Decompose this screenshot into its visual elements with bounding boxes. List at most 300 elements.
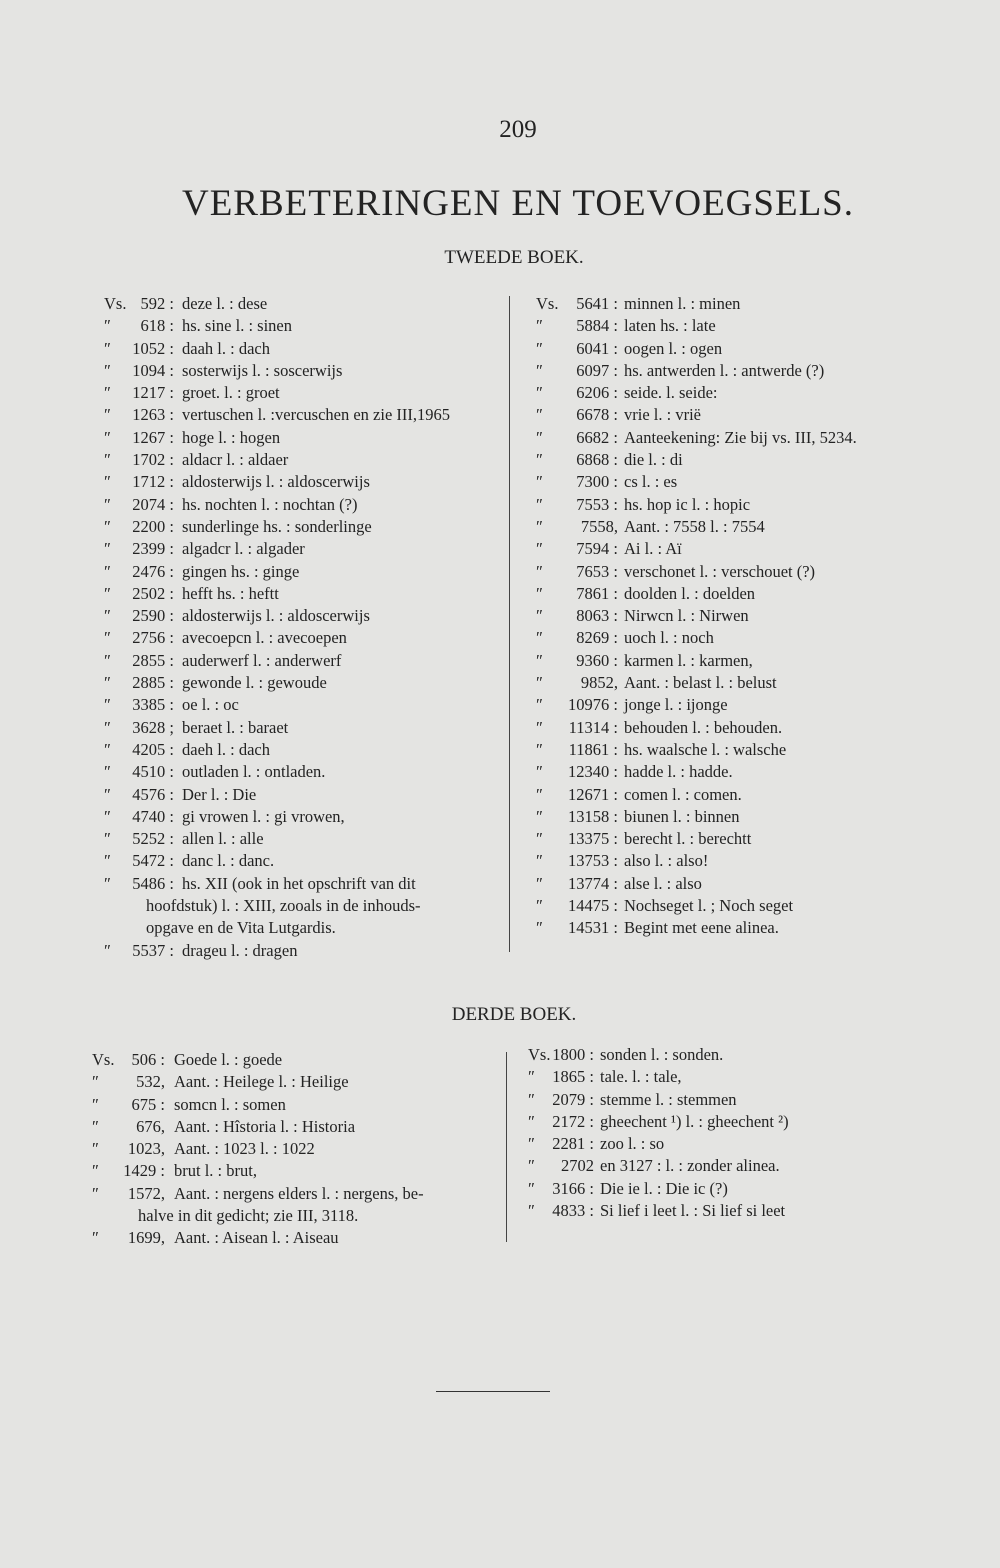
correction-entry	[104, 605, 524, 627]
verse-marker: ″	[536, 583, 543, 603]
verse-number: 2281 :	[552, 1134, 594, 1154]
verse-number: 13158 :	[568, 806, 618, 826]
verse-number: 6682 :	[576, 427, 618, 447]
correction-entry	[536, 538, 976, 560]
verse-number: 7558,	[580, 516, 618, 536]
correction-text: aldosterwijs l. : aldoscerwijs	[182, 606, 370, 626]
verse-number: 1800 :	[552, 1045, 594, 1064]
verse-marker: ″	[536, 829, 543, 849]
verse-number: 5486 :	[132, 873, 174, 893]
verse-number: 11314 :	[568, 717, 618, 737]
verse-marker: ″	[104, 673, 111, 693]
verse-marker: Vs.	[104, 294, 127, 313]
verse-number: 592 :	[140, 294, 174, 313]
correction-text: gheechent ¹) l. : gheechent ²)	[600, 1111, 789, 1131]
verse-number: 2502 :	[132, 583, 174, 603]
correction-entry	[104, 895, 524, 917]
correction-text: Begint met eene alinea.	[624, 918, 779, 938]
correction-entry	[104, 828, 524, 850]
correction-text: seide. l. seide:	[624, 383, 718, 403]
correction-text: vertuschen l. :vercuschen en zie III,1965	[182, 405, 451, 425]
verse-number: 5641 :	[576, 294, 618, 313]
correction-entry	[528, 1089, 968, 1111]
verse-number: 11861 :	[568, 739, 618, 759]
verse-marker: ″	[92, 1161, 99, 1181]
correction-entry	[104, 293, 524, 315]
verse-number: 1217 :	[132, 383, 174, 403]
correction-entry	[528, 1155, 968, 1177]
verse-marker: ″	[536, 472, 543, 492]
correction-entry	[536, 784, 976, 806]
verse-marker: ″	[92, 1139, 99, 1159]
verse-number: 12671 :	[568, 784, 618, 804]
correction-entry	[104, 739, 524, 761]
correction-entry	[104, 315, 524, 337]
verse-marker: ″	[104, 806, 111, 826]
correction-entry	[92, 1049, 512, 1071]
verse-marker: ″	[528, 1201, 535, 1221]
verse-marker: ″	[536, 494, 543, 514]
correction-text: gingen hs. : ginge	[182, 561, 300, 581]
verse-number: 6041 :	[576, 338, 618, 358]
verse-marker: ″	[528, 1111, 535, 1131]
correction-entry	[536, 605, 976, 627]
verse-number: 10976 :	[568, 695, 618, 715]
correction-entry	[536, 739, 976, 761]
correction-text: sosterwijs l. : soscerwijs	[182, 360, 343, 380]
correction-text: uoch l. : noch	[624, 628, 714, 648]
verse-number: 7653 :	[576, 561, 618, 581]
verse-marker: ″	[104, 338, 111, 358]
correction-entry	[536, 694, 976, 716]
correction-entry	[536, 404, 976, 426]
verse-number: 8063 :	[576, 606, 618, 626]
correction-text: drageu l. : dragen	[182, 940, 298, 960]
correction-text: allen l. : alle	[182, 829, 264, 849]
verse-number: 14531 :	[568, 918, 618, 938]
correction-entry	[536, 917, 976, 939]
correction-entry	[536, 806, 976, 828]
verse-marker: ″	[536, 873, 543, 893]
correction-entry	[528, 1178, 968, 1200]
correction-entry	[104, 761, 524, 783]
correction-text: sunderlinge hs. : sonderlinge	[182, 516, 372, 536]
verse-marker: ″	[536, 360, 543, 380]
verse-marker: ″	[528, 1067, 535, 1087]
correction-entry	[536, 717, 976, 739]
verse-marker: Vs.	[528, 1045, 551, 1064]
closing-rule	[436, 1391, 550, 1392]
verse-marker: ″	[104, 494, 111, 514]
verse-number: 3628 ;	[132, 717, 174, 737]
verse-number: 2702	[561, 1156, 594, 1176]
verse-number: 5472 :	[132, 851, 174, 871]
verse-number: 675 :	[131, 1094, 165, 1114]
correction-entry	[104, 427, 524, 449]
verse-marker: ″	[104, 472, 111, 492]
correction-text: stemme l. : stemmen	[600, 1089, 737, 1109]
verse-number: 6206 :	[576, 383, 618, 403]
correction-entry	[104, 650, 524, 672]
verse-marker: ″	[104, 695, 111, 715]
correction-entry	[528, 1111, 968, 1133]
correction-text: Nirwcn l. : Nirwen	[624, 606, 749, 626]
correction-text: die l. : di	[624, 450, 683, 470]
verse-marker: ″	[104, 405, 111, 425]
corrections-column-left	[104, 293, 524, 962]
correction-text: deze l. : dese	[182, 294, 268, 313]
correction-entry	[104, 382, 524, 404]
verse-marker: ″	[528, 1178, 535, 1198]
verse-number: 4576 :	[132, 784, 174, 804]
verse-number: 1865 :	[552, 1067, 594, 1087]
correction-text: Aant. : 1023 l. : 1022	[174, 1139, 315, 1159]
correction-text: Goede l. : goede	[174, 1050, 283, 1069]
correction-entry	[104, 806, 524, 828]
verse-marker: ″	[104, 829, 111, 849]
correction-text: Aant. : belast l. : belust	[624, 673, 777, 693]
correction-entry	[92, 1071, 512, 1093]
verse-marker: ″	[528, 1134, 535, 1154]
correction-text: hs. sine l. : sinen	[182, 316, 292, 336]
verse-marker: ″	[92, 1094, 99, 1114]
verse-marker: ″	[536, 405, 543, 425]
correction-entry	[536, 850, 976, 872]
verse-number: 6868 :	[576, 450, 618, 470]
correction-text: beraet l. : baraet	[182, 717, 289, 737]
correction-entry	[104, 850, 524, 872]
correction-entry	[536, 293, 976, 315]
column-divider	[506, 1052, 507, 1242]
correction-text: vrie l. : vrië	[624, 405, 701, 425]
verse-number: 2074 :	[132, 494, 174, 514]
verse-marker: ″	[536, 427, 543, 447]
verse-number: 2885 :	[132, 673, 174, 693]
correction-entry	[528, 1200, 968, 1222]
verse-marker: ″	[536, 784, 543, 804]
correction-entry	[536, 494, 976, 516]
correction-entry	[104, 694, 524, 716]
correction-text: Aanteekening: Zie bij vs. III, 5234.	[624, 427, 857, 447]
verse-marker: ″	[104, 851, 111, 871]
correction-text: en 3127 : l. : zonder alinea.	[600, 1156, 780, 1176]
correction-text: avecoepcn l. : avecoepen	[182, 628, 347, 648]
correction-text: jonge l. : ijonge	[624, 695, 728, 715]
verse-number: 3166 :	[552, 1178, 594, 1198]
verse-number: 4205 :	[132, 739, 174, 759]
correction-entry	[536, 761, 976, 783]
correction-entry	[92, 1227, 512, 1249]
correction-entry	[536, 360, 976, 382]
verse-marker: ″	[104, 360, 111, 380]
verse-marker: ″	[536, 806, 543, 826]
verse-number: 676,	[136, 1116, 165, 1136]
verse-marker: ″	[536, 695, 543, 715]
correction-text: alse l. : also	[624, 873, 702, 893]
correction-text: zoo l. : so	[600, 1134, 665, 1154]
verse-marker: ″	[536, 717, 543, 737]
correction-entry	[92, 1205, 512, 1227]
verse-marker: ″	[536, 650, 543, 670]
verse-number: 6678 :	[576, 405, 618, 425]
verse-number: 1023,	[127, 1139, 165, 1159]
verse-number: 14475 :	[568, 896, 618, 916]
verse-number: 6097 :	[576, 360, 618, 380]
verse-number: 2855 :	[132, 650, 174, 670]
verse-marker: ″	[104, 873, 111, 893]
verse-marker: ″	[104, 427, 111, 447]
correction-text: hs. XII (ook in het opschrift van dit	[182, 873, 416, 893]
verse-number: 13753 :	[568, 851, 618, 871]
correction-entry	[104, 494, 524, 516]
correction-text: hs. hop ic l. : hopic	[624, 494, 751, 514]
correction-text: hs. waalsche l. : walsche	[624, 739, 787, 759]
correction-text: behouden l. : behouden.	[624, 717, 783, 737]
verse-marker: ″	[92, 1228, 99, 1248]
correction-text: Ai l. : Aï	[624, 539, 682, 559]
correction-entry	[536, 873, 976, 895]
correction-entry	[536, 449, 976, 471]
verse-marker: ″	[104, 561, 111, 581]
verse-number: 4833 :	[552, 1201, 594, 1221]
verse-number: 1263 :	[132, 405, 174, 425]
correction-entry	[104, 940, 524, 962]
correction-entry	[104, 672, 524, 694]
verse-number: 7861 :	[576, 583, 618, 603]
verse-marker: Vs.	[92, 1050, 115, 1069]
verse-number: 12340 :	[568, 762, 618, 782]
correction-text: oogen l. : ogen	[624, 338, 723, 358]
correction-text: cs l. : es	[624, 472, 678, 492]
verse-marker: ″	[536, 561, 543, 581]
correction-entry	[536, 561, 976, 583]
verse-marker: ″	[104, 762, 111, 782]
correction-entry	[536, 672, 976, 694]
verse-number: 2476 :	[132, 561, 174, 581]
verse-marker: ″	[536, 316, 543, 336]
correction-text: aldosterwijs l. : aldoscerwijs	[182, 472, 370, 492]
verse-number: 2399 :	[132, 539, 174, 559]
verse-marker: ″	[104, 516, 111, 536]
correction-entry	[528, 1044, 968, 1066]
correction-entry	[536, 338, 976, 360]
correction-entry	[104, 338, 524, 360]
verse-marker: ″	[528, 1156, 535, 1176]
page-number: 209	[499, 116, 537, 143]
correction-entry	[536, 895, 976, 917]
verse-number: 532,	[136, 1072, 165, 1092]
correction-entry	[104, 873, 524, 895]
section-heading-tweede-boek: TWEEDE BOEK.	[444, 247, 584, 268]
correction-entry	[104, 583, 524, 605]
correction-entry	[92, 1116, 512, 1138]
correction-text: Die ie l. : Die ic (?)	[600, 1178, 728, 1198]
correction-entry	[536, 627, 976, 649]
verse-marker: ″	[536, 762, 543, 782]
verse-number: 1429 :	[123, 1161, 165, 1181]
verse-marker: Vs.	[536, 294, 559, 313]
verse-number: 7553 :	[576, 494, 618, 514]
correction-text: danc l. : danc.	[182, 851, 275, 871]
correction-text: Si lief i leet l. : Si lief si leet	[600, 1201, 786, 1221]
correction-text: Der l. : Die	[182, 784, 257, 804]
correction-text: hs. nochten l. : nochtan (?)	[182, 494, 358, 514]
correction-text: groet. l. : groet	[182, 383, 280, 403]
verse-marker: ″	[104, 583, 111, 603]
correction-text: daeh l. : dach	[182, 739, 270, 759]
verse-marker: ″	[92, 1072, 99, 1092]
verse-number: 13375 :	[568, 829, 618, 849]
verse-marker: ″	[92, 1183, 99, 1203]
correction-text: Aant. : Heilege l. : Heilige	[174, 1072, 349, 1092]
correction-entry	[104, 561, 524, 583]
correction-entry	[104, 784, 524, 806]
correction-text: halve in dit gedicht; zie III, 3118.	[138, 1206, 359, 1226]
verse-number: 1712 :	[132, 472, 174, 492]
verse-number: 2590 :	[132, 606, 174, 626]
correction-entry	[92, 1138, 512, 1160]
verse-marker: ″	[104, 539, 111, 559]
column-divider	[509, 296, 510, 952]
correction-text: also l. : also!	[624, 851, 709, 871]
verse-marker: ″	[536, 851, 543, 871]
verse-number: 5252 :	[132, 829, 174, 849]
verse-number: 8269 :	[576, 628, 618, 648]
correction-text: hadde l. : hadde.	[624, 762, 733, 782]
correction-text: somcn l. : somen	[174, 1094, 286, 1114]
correction-text: algadcr l. : algader	[182, 539, 305, 559]
verse-marker: ″	[536, 673, 543, 693]
correction-entry	[536, 427, 976, 449]
correction-entry	[536, 471, 976, 493]
correction-text: Aant. : nergens elders l. : nergens, be-	[174, 1183, 424, 1203]
correction-entry	[536, 828, 976, 850]
correction-entry	[92, 1160, 512, 1182]
correction-text: hs. antwerden l. : antwerde (?)	[624, 360, 825, 380]
verse-number: 4510 :	[132, 762, 174, 782]
correction-entry	[104, 449, 524, 471]
correction-entry	[104, 717, 524, 739]
correction-text: berecht l. : berechtt	[624, 829, 752, 849]
verse-number: 5884 :	[576, 316, 618, 336]
verse-marker: ″	[536, 450, 543, 470]
verse-number: 2756 :	[132, 628, 174, 648]
verse-marker: ″	[536, 918, 543, 938]
correction-text: gewonde l. : gewoude	[182, 673, 327, 693]
correction-entry	[528, 1133, 968, 1155]
correction-text: doolden l. : doelden	[624, 583, 756, 603]
verse-marker: ″	[104, 628, 111, 648]
correction-text: aldacr l. : aldaer	[182, 450, 289, 470]
verse-marker: ″	[536, 739, 543, 759]
correction-text: auderwerf l. : anderwerf	[182, 650, 342, 670]
correction-text: oe l. : oc	[182, 695, 239, 715]
corrections-column-right	[528, 1044, 968, 1222]
verse-marker: ″	[104, 739, 111, 759]
correction-entry	[104, 516, 524, 538]
verse-number: 1572,	[127, 1183, 165, 1203]
verse-number: 1702 :	[132, 450, 174, 470]
verse-number: 5537 :	[132, 940, 174, 960]
correction-entry	[104, 538, 524, 560]
correction-text: tale. l. : tale,	[600, 1067, 682, 1087]
verse-marker: ″	[536, 606, 543, 626]
verse-marker: ″	[104, 650, 111, 670]
verse-number: 1052 :	[132, 338, 174, 358]
corrections-column-left	[92, 1049, 512, 1250]
correction-entry	[92, 1094, 512, 1116]
verse-marker: ″	[104, 383, 111, 403]
correction-entry	[92, 1183, 512, 1205]
verse-number: 1699,	[127, 1228, 165, 1248]
verse-marker: ″	[536, 383, 543, 403]
verse-marker: ″	[536, 896, 543, 916]
verse-number: 7300 :	[576, 472, 618, 492]
correction-text: Nochseget l. ; Noch seget	[624, 896, 794, 916]
verse-number: 2200 :	[132, 516, 174, 536]
verse-number: 4740 :	[132, 806, 174, 826]
correction-text: hoge l. : hogen	[182, 427, 281, 447]
correction-text: daah l. : dach	[182, 338, 270, 358]
verse-number: 506 :	[131, 1050, 165, 1069]
verse-marker: ″	[104, 316, 111, 336]
correction-entry	[104, 627, 524, 649]
verse-marker: ″	[536, 539, 543, 559]
correction-entry	[536, 650, 976, 672]
correction-text: minnen l. : minen	[624, 294, 741, 313]
verse-marker: ″	[536, 628, 543, 648]
correction-text: laten hs. : late	[624, 316, 716, 336]
correction-text: Aant. : 7558 l. : 7554	[624, 516, 765, 536]
verse-number: 1267 :	[132, 427, 174, 447]
correction-entry	[536, 382, 976, 404]
correction-text: karmen l. : karmen,	[624, 650, 753, 670]
correction-text: gi vrowen l. : gi vrowen,	[182, 806, 345, 826]
verse-marker: ″	[536, 516, 543, 536]
correction-entry	[536, 315, 976, 337]
verse-marker: ″	[104, 606, 111, 626]
correction-entry	[104, 471, 524, 493]
correction-text: opgave en de Vita Lutgardis.	[146, 918, 336, 938]
verse-number: 7594 :	[576, 539, 618, 559]
correction-text: hefft hs. : heftt	[182, 583, 279, 603]
verse-number: 9360 :	[576, 650, 618, 670]
correction-text: outladen l. : ontladen.	[182, 762, 326, 782]
correction-entry	[104, 917, 524, 939]
correction-text: Aant. : Hîstoria l. : Historia	[174, 1116, 356, 1136]
page-title: VERBETERINGEN EN TOEVOEGSELS.	[181, 183, 855, 224]
verse-marker: ″	[104, 717, 111, 737]
verse-marker: ″	[104, 940, 111, 960]
correction-text: sonden l. : sonden.	[600, 1045, 724, 1064]
correction-text: brut l. : brut,	[174, 1161, 257, 1181]
verse-number: 618 :	[140, 316, 174, 336]
verse-marker: ″	[104, 450, 111, 470]
correction-text: Aant. : Aisean l. : Aiseau	[174, 1228, 339, 1248]
correction-text: hoofdstuk) l. : XIII, zooals in de inhouds-	[146, 896, 421, 916]
verse-number: 1094 :	[132, 360, 174, 380]
correction-text: biunen l. : binnen	[624, 806, 740, 826]
correction-text: comen l. : comen.	[624, 784, 742, 804]
verse-marker: ″	[528, 1089, 535, 1109]
verse-number: 2079 :	[552, 1089, 594, 1109]
correction-entry	[104, 404, 524, 426]
verse-number: 2172 :	[552, 1111, 594, 1131]
verse-number: 9852,	[580, 673, 618, 693]
section-heading-derde-boek: DERDE BOEK.	[451, 1004, 577, 1025]
verse-marker: ″	[536, 338, 543, 358]
correction-text: verschonet l. : verschouet (?)	[624, 561, 816, 581]
